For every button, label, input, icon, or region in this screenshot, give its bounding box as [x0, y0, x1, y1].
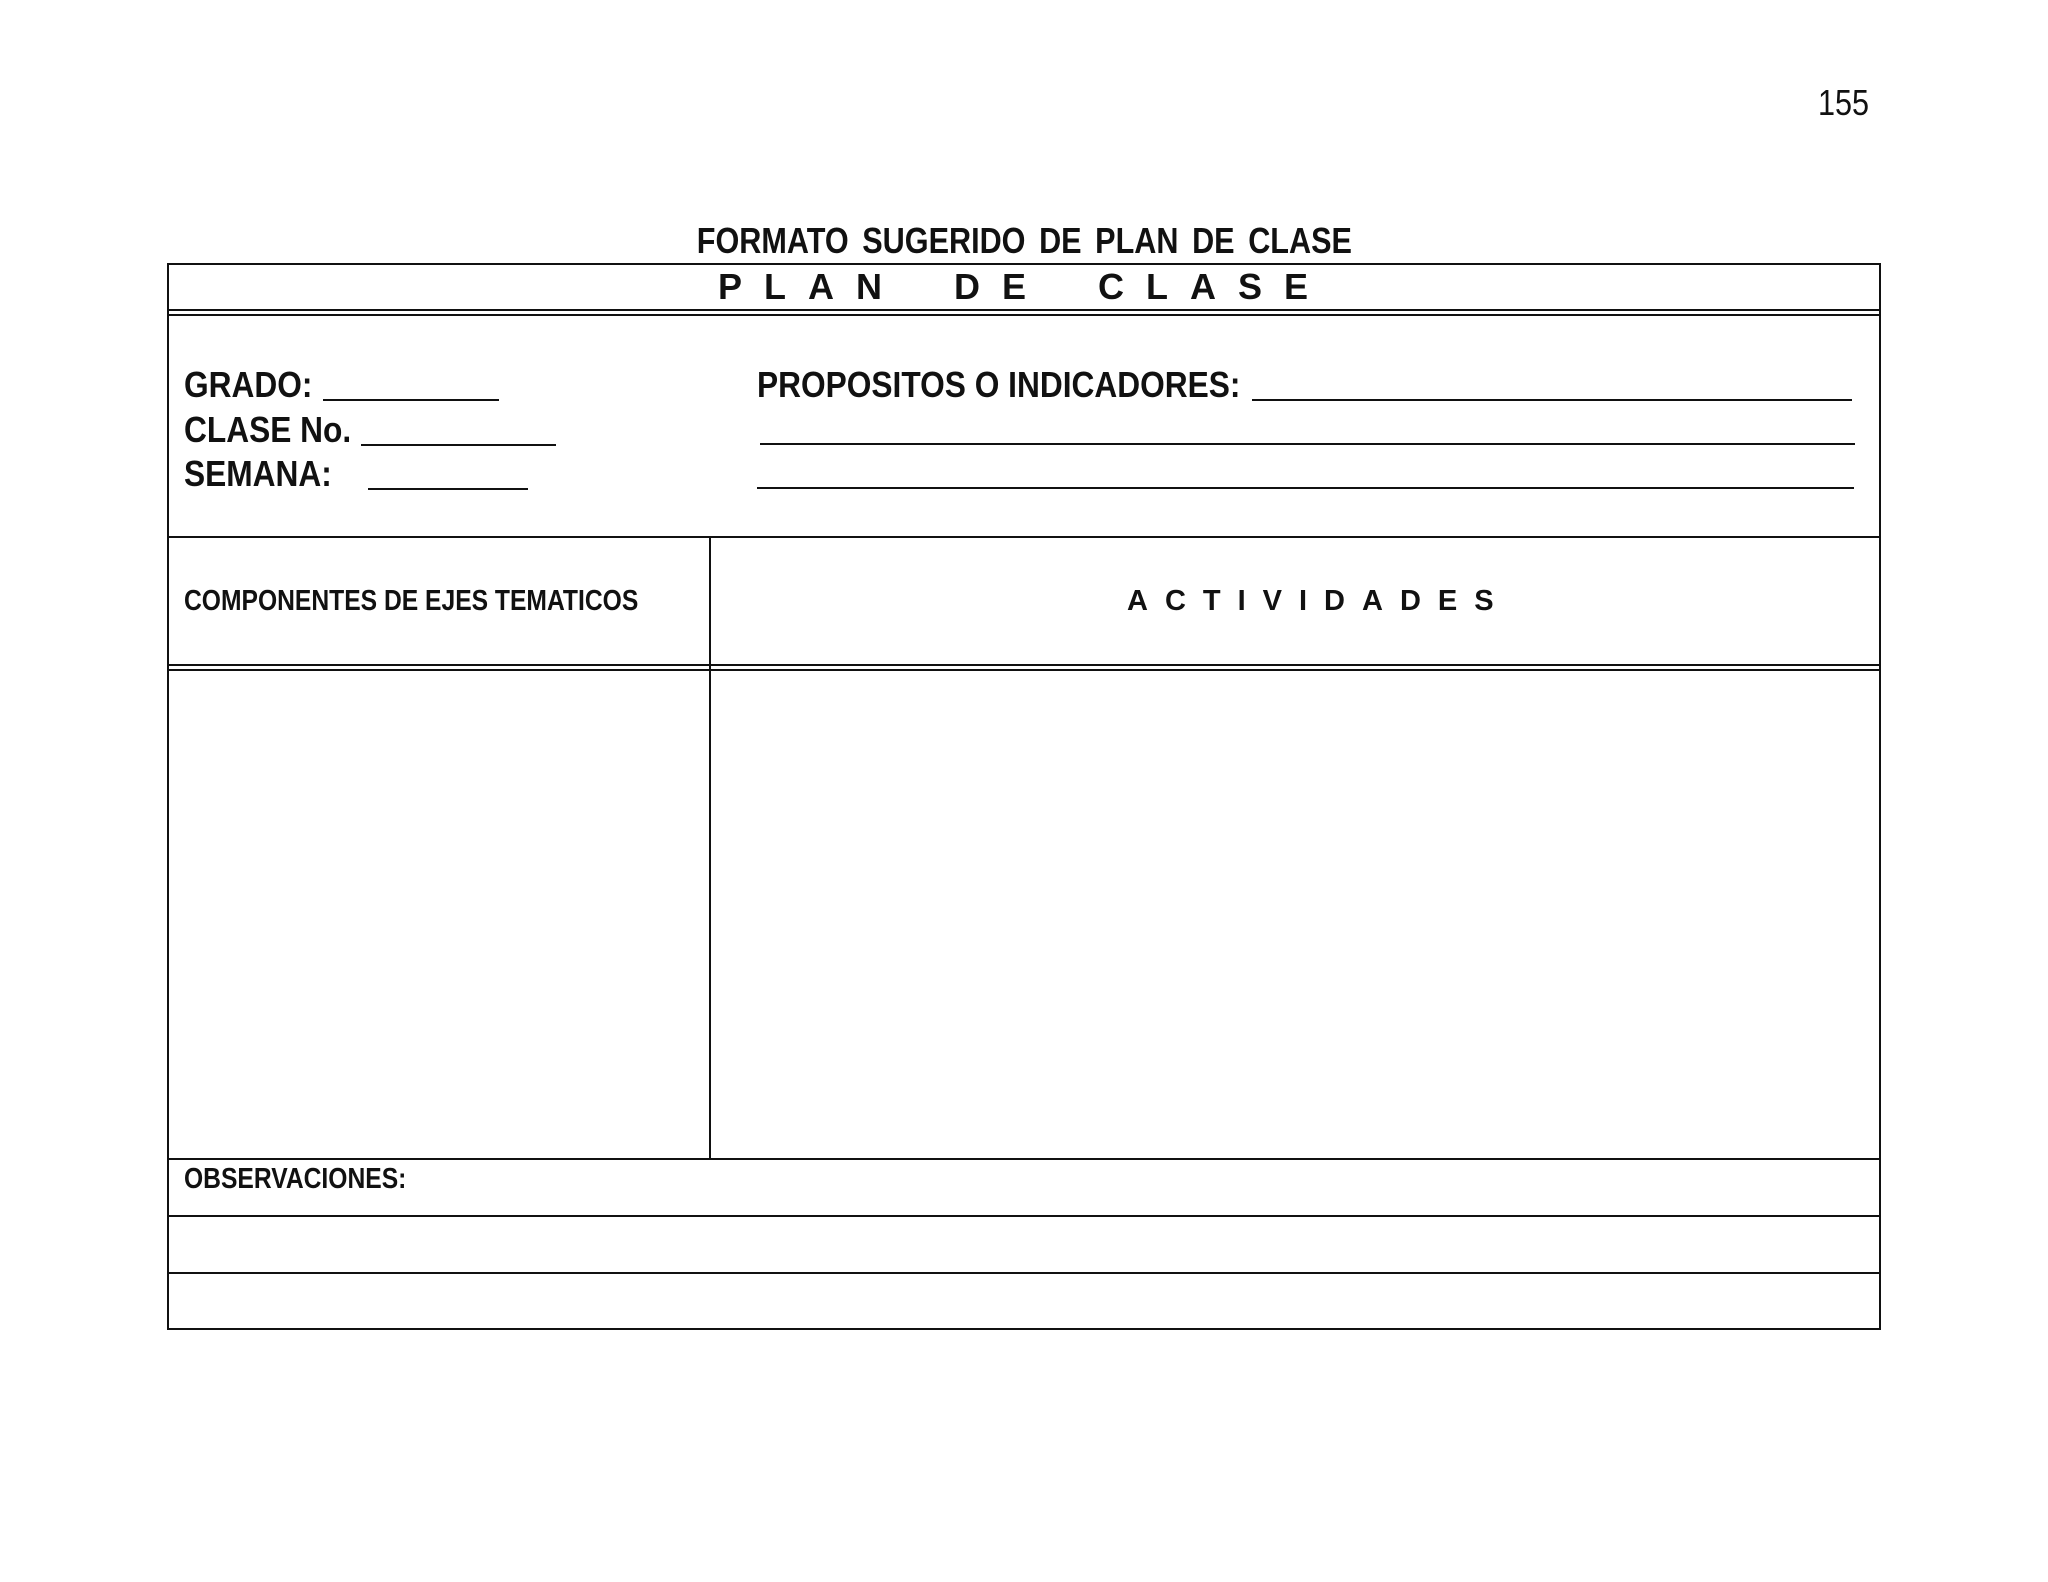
- propositos-blank-line-2[interactable]: [760, 443, 1855, 445]
- clase-no-label: CLASE No.: [184, 409, 352, 450]
- observations-row-1[interactable]: [169, 1217, 1879, 1272]
- observations-row-2[interactable]: [169, 1274, 1879, 1328]
- plan-heading-word-1: PLAN: [717, 266, 904, 307]
- column-header-componentes-text: COMPONENTES DE EJES TEMATICOS: [184, 585, 639, 617]
- column-header-componentes: [184, 585, 718, 618]
- observations-rule-top: [167, 1158, 1881, 1160]
- plan-heading-word-3: CLASE: [1098, 266, 1331, 307]
- clase-no-field: [184, 409, 374, 451]
- observaciones-label-text: OBSERVACIONES:: [184, 1163, 407, 1195]
- propositos-label: PROPOSITOS O INDICADORES:: [757, 364, 1241, 405]
- info-section-rule: [167, 536, 1881, 538]
- semana-label: SEMANA:: [184, 453, 332, 494]
- semana-field: [184, 453, 352, 495]
- heading-rule-upper: [167, 309, 1881, 311]
- column-header-actividades: ACTIVIDADES: [1127, 585, 1511, 617]
- page-number: 155: [1818, 82, 1870, 123]
- heading-rule-lower: [167, 314, 1881, 316]
- propositos-field: [757, 364, 1306, 406]
- grado-label: GRADO:: [184, 364, 313, 405]
- plan-heading: [167, 266, 1881, 308]
- grado-blank-line[interactable]: [323, 399, 499, 401]
- actividades-content-cell[interactable]: [711, 671, 1879, 1158]
- column-header-rule-upper: [167, 664, 1881, 666]
- observaciones-label: [184, 1163, 446, 1196]
- semana-blank-line[interactable]: [368, 488, 528, 490]
- form-title: [0, 220, 2048, 262]
- propositos-blank-line-1[interactable]: [1252, 399, 1852, 401]
- componentes-content-cell[interactable]: [169, 671, 709, 1158]
- propositos-blank-line-3[interactable]: [757, 487, 1854, 489]
- clase-no-blank-line[interactable]: [361, 444, 556, 446]
- form-title-text: FORMATO SUGERIDO DE PLAN DE CLASE: [696, 220, 1352, 261]
- grado-field: [184, 364, 330, 406]
- plan-heading-word-2: DE: [953, 266, 1048, 307]
